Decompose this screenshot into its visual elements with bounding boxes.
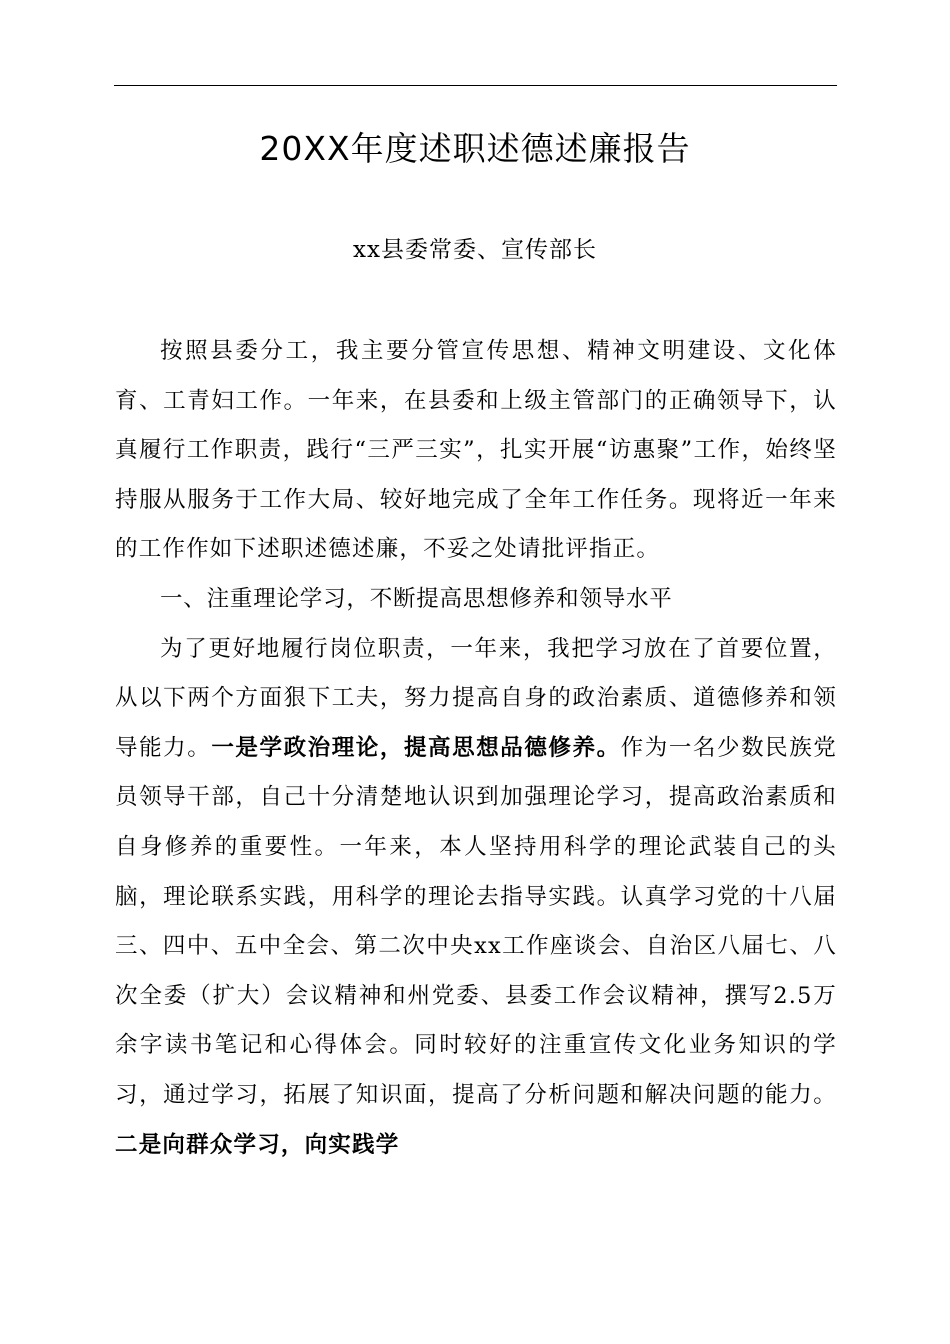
section-1-paragraph: [115, 625, 837, 1171]
document-body: [115, 327, 837, 1170]
document-author: xx县委常委、宣传部长: [353, 237, 597, 263]
intro-paragraph: 按照县委分工，我主要分管宣传思想、精神文明建设、文化体育、工青妇工作。一年来，在县委和上级主管部门的正确领导下，认真履行工作职责，践行“三严三实”，扎实开展“访惠聚”工作，始终坚持服从服务于工作大局、较好地完成了全年工作任务。现将近一年来的工作作如下述职述德述廉，不妥之处请批评指正。: [115, 338, 837, 563]
section-1-bold-point-1: 一是学政治理论，提高思想品德修养。: [211, 734, 621, 761]
header-rule: [114, 85, 837, 86]
document-title: 20XX年度述职述德述廉报告: [259, 129, 691, 168]
section-1-heading: 一、注重理论学习，不断提高思想修养和领导水平: [160, 585, 673, 612]
section-1-text-run-2: 作为一名少数民族党员领导干部，自己十分清楚地认识到加强理论学习，提高政治素质和自身修养的重要性。一年来，本人坚持用科学的理论武装自己的头脑，理论联系实践，用科学的理论去指导实践。认真学习党的十八届三、四中、五中全会、第二次中央xx工作座谈会、自治区八届七、八次全委（扩大）会议精神和州党委、县委工作会议精神，撰写2.5万余字读书笔记和心得体会。同时较好的注重宣传文化业务知识的学习，通过学习，拓展了知识面，提高了分析问题和解决问题的能力。: [115, 734, 837, 1108]
section-1-text-run-1: 为了更好地履行岗位职责，一年来，我把学习放在了首要位置，从以下两个方面狠下工夫，努力提高自身的政治素质、道德修养和领导能力。: [115, 635, 837, 761]
section-1-bold-point-2: 二是向群众学习，向实践学: [115, 1131, 400, 1158]
